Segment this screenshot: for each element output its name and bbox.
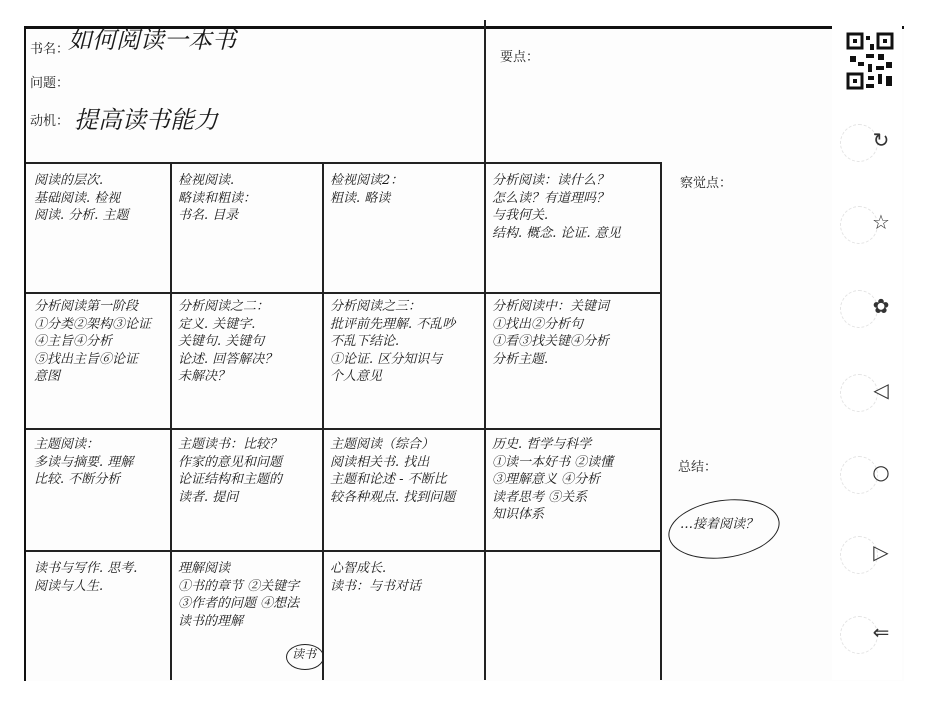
back-icon[interactable]: ⇐: [872, 620, 890, 644]
cell-r1-c3: 检视阅读2： 粗读. 略读: [330, 173, 404, 206]
triangle-right-icon[interactable]: ▷: [873, 540, 889, 564]
cell-r2-c3: 分析阅读之三： 批评前先理解. 不乱吵 不乱下结论. ①论证. 区分知识与 个人意见: [330, 299, 456, 385]
grid-line-3: [26, 428, 660, 430]
toolbar-sidebar: [832, 20, 902, 680]
motive-label: 动机：: [30, 114, 70, 129]
grid-col-3: [484, 20, 486, 680]
cell-r1-c2: 检视阅读. 略读和粗读： 书名. 目录: [178, 173, 257, 224]
awareness-label: 察觉点：: [680, 176, 733, 191]
grid-col-4: [660, 162, 662, 680]
qr-code-icon[interactable]: [846, 32, 894, 90]
cell-r1-c4: 分析阅读：读什么？ 怎么读？有道理吗？ 与我何关. 结构. 概念. 论证. 意见: [492, 173, 621, 241]
grid-col-1: [170, 162, 172, 680]
cell-r2-c1: 分析阅读第一阶段 ①分类②架构③论证 ④主旨④分析 ⑤找出主旨⑥论证 意图: [34, 299, 152, 385]
cell-r3-c2: 主题读书：比较？ 作家的意见和问题 论证结构和主题的 读者. 提问: [178, 437, 283, 505]
triangle-left-icon[interactable]: ◁: [873, 378, 889, 402]
book-title-handwritten: 如何阅读一本书: [68, 26, 236, 54]
cell-r4-c2: 理解阅读 ①书的章节 ②关键字 ③作者的问题 ④想法 读书的理解: [178, 561, 300, 629]
cell-r3-c4: 历史. 哲学与科学 ①读一本好书 ②读懂 ③理解意义 ④分析 读者思考 ⑤关系 知识体系: [492, 437, 614, 523]
cell-r1-c1: 阅读的层次. 基础阅读. 检视 阅读. 分析. 主题: [34, 173, 129, 224]
circled-note-text: 读书: [292, 647, 317, 661]
undo-icon[interactable]: ↻: [872, 128, 890, 152]
cell-r4-c1: 读书与写作. 思考. 阅读与人生.: [34, 561, 138, 594]
star-icon[interactable]: ☆: [872, 210, 890, 234]
cell-r3-c1: 主题阅读： 多读与摘要. 理解 比较. 不断分析: [34, 437, 134, 488]
book-label: 书名：: [30, 42, 70, 57]
summary-label: 总结：: [678, 460, 718, 475]
cell-r2-c2: 分析阅读之二： 定义. 关键字. 关键句. 关键句 论述. 回答解决？ 未解决？: [178, 299, 278, 385]
grid-line-top: [26, 162, 660, 164]
flower-icon[interactable]: ✿: [872, 294, 890, 318]
grid-line-4: [26, 550, 660, 552]
cell-r4-c3: 心智成长. 读书：与书对话: [330, 561, 422, 594]
motive-handwritten: 提高读书能力: [74, 106, 218, 134]
grid-line-2: [26, 292, 660, 294]
cell-r3-c3: 主题阅读（综合） 阅读相关书. 找出 主题和论述 - 不断比 较各种观点. 找到问题: [330, 437, 456, 505]
key-points-label: 要点：: [500, 50, 540, 65]
cell-r2-c4: 分析阅读中：关键词 ①找出②分析句 ①看③找关键④分析 分析主题.: [492, 299, 610, 367]
summary-note: …接着阅读？: [680, 517, 759, 532]
grid-col-2: [322, 162, 324, 680]
circle-icon[interactable]: ○: [872, 460, 890, 484]
question-label: 问题：: [30, 76, 70, 91]
